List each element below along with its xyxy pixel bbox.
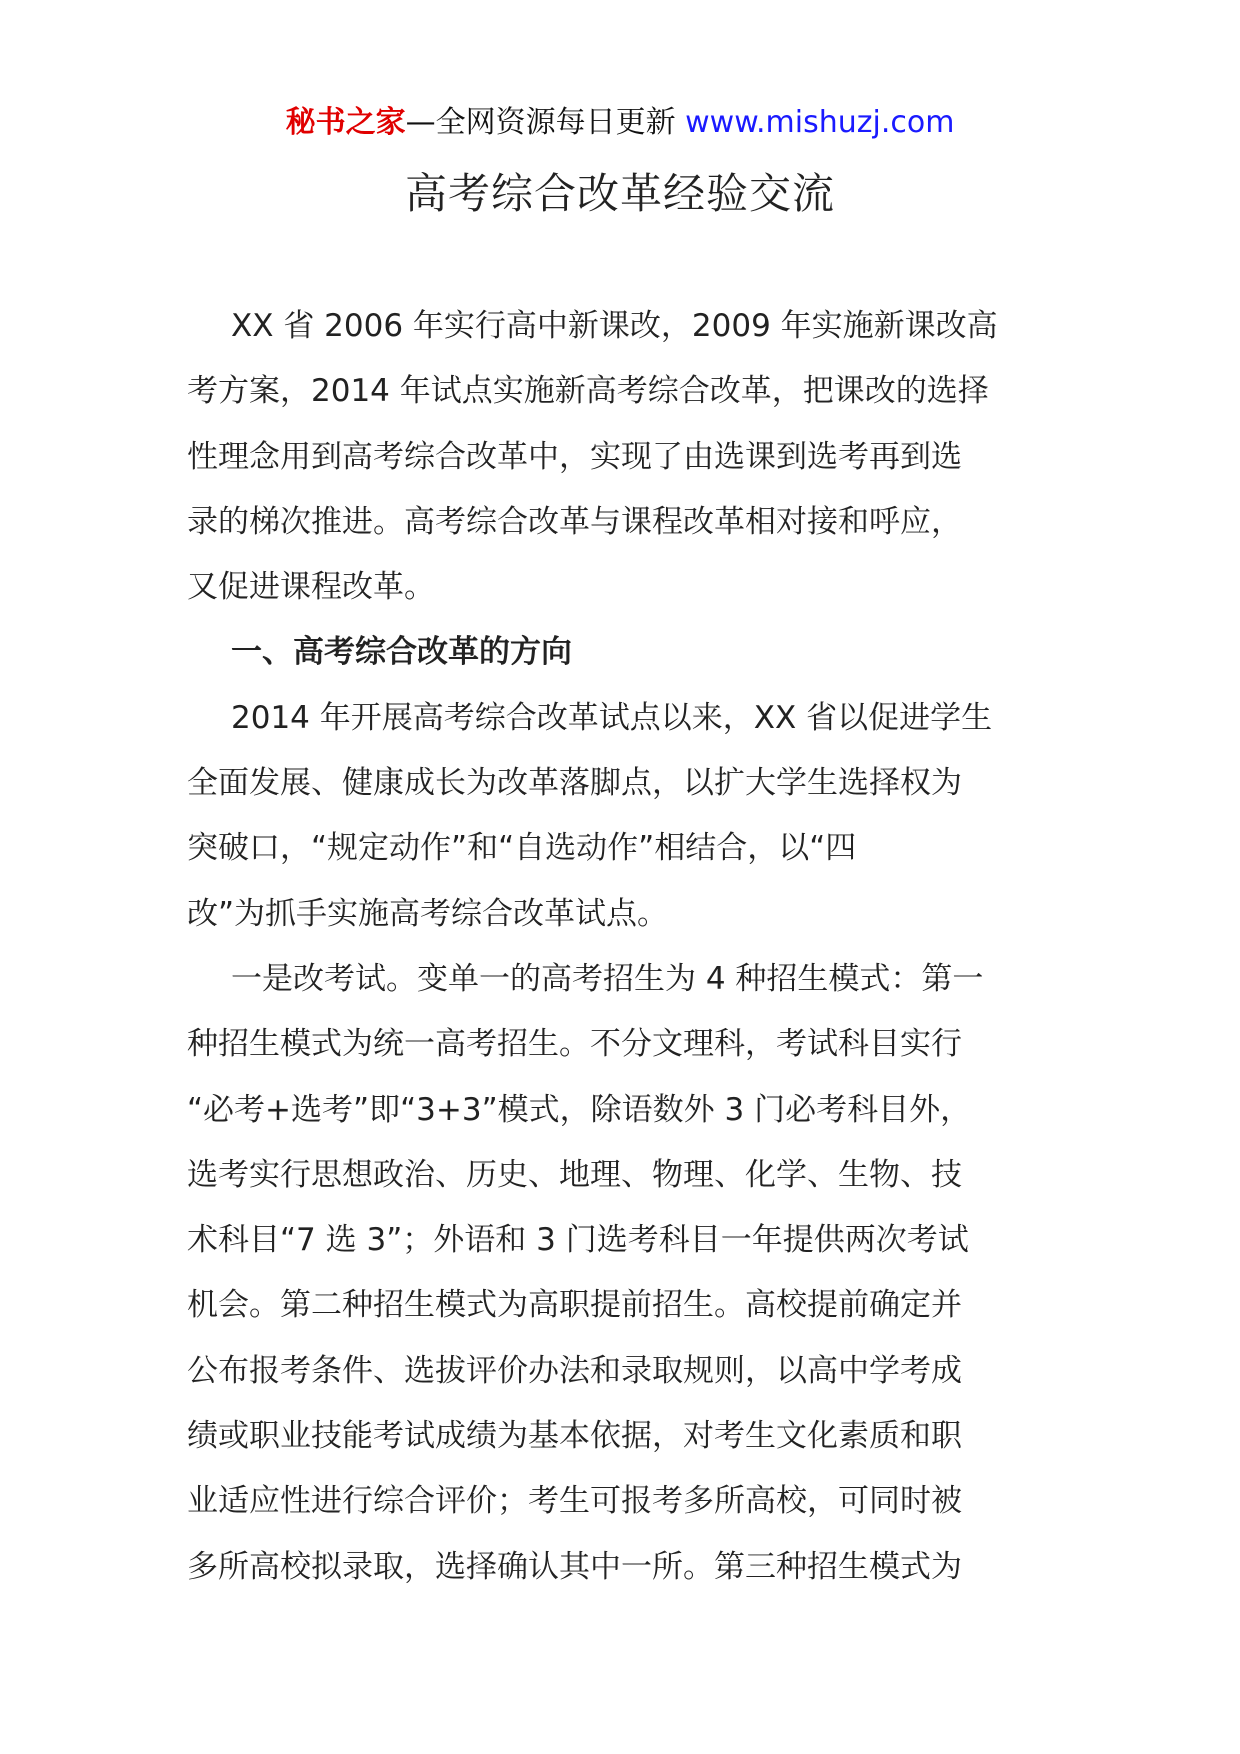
paragraph-line: “必考+选考”即“3+3”模式，除语数外 3 门必考科目外， [187, 1091, 972, 1128]
paragraph-line: 性理念用到高考综合改革中，实现了由选课到选考再到选 [187, 438, 962, 475]
paragraph-line: 又促进课程改革。 [187, 569, 435, 606]
paragraph-line: 突破口，“规定动作”和“自选动作”相结合，以“四 [187, 830, 857, 867]
brand-name: 秘书之家 [285, 105, 406, 140]
paragraph-line: 选考实行思想政治、历史、地理、物理、化学、生物、技 [187, 1156, 962, 1193]
paragraph-line: 种招生模式为统一高考招生。不分文理科，考试科目实行 [187, 1026, 962, 1063]
paragraph-line: 术科目“7 选 3”；外语和 3 门选考科目一年提供两次考试 [187, 1222, 969, 1259]
document-body [187, 294, 1067, 1600]
paragraph-line: 考方案，2014 年试点实施新高考综合改革，把课改的选择 [187, 373, 989, 410]
paragraph-line: 业适应性进行综合评价；考生可报考多所高校，可同时被 [187, 1483, 962, 1520]
paragraph-line: 全面发展、健康成长为改革落脚点，以扩大学生选择权为 [187, 765, 962, 802]
paragraph-line: 多所高校拟录取，选择确认其中一所。第三种招生模式为 [187, 1548, 962, 1585]
paragraph-line: 改”为抓手实施高考综合改革试点。 [187, 895, 669, 932]
site-header [0, 102, 1240, 144]
section-heading: 一、高考综合改革的方向 [231, 634, 572, 671]
paragraph-line: 机会。第二种招生模式为高职提前招生。高校提前确定并 [187, 1287, 962, 1324]
paragraph-line: 一是改考试。变单一的高考招生为 4 种招生模式：第一 [231, 960, 984, 997]
paragraph-line: 录的梯次推进。高考综合改革与课程改革相对接和呼应， [187, 503, 962, 540]
paragraph-line: XX 省 2006 年实行高中新课改，2009 年实施新课改高 [231, 308, 998, 344]
site-url-link[interactable]: www.mishuzj.com [685, 105, 955, 140]
paragraph-line: 2014 年开展高考综合改革试点以来，XX 省以促进学生 [231, 699, 993, 736]
document-title: 高考综合改革经验交流 [404, 169, 835, 218]
paragraph-line: 绩或职业技能考试成绩为基本依据，对考生文化素质和职 [187, 1418, 962, 1455]
site-slogan: —全网资源每日更新 [405, 105, 676, 140]
paragraph-line: 公布报考条件、选拔评价办法和录取规则，以高中学考成 [187, 1352, 962, 1389]
